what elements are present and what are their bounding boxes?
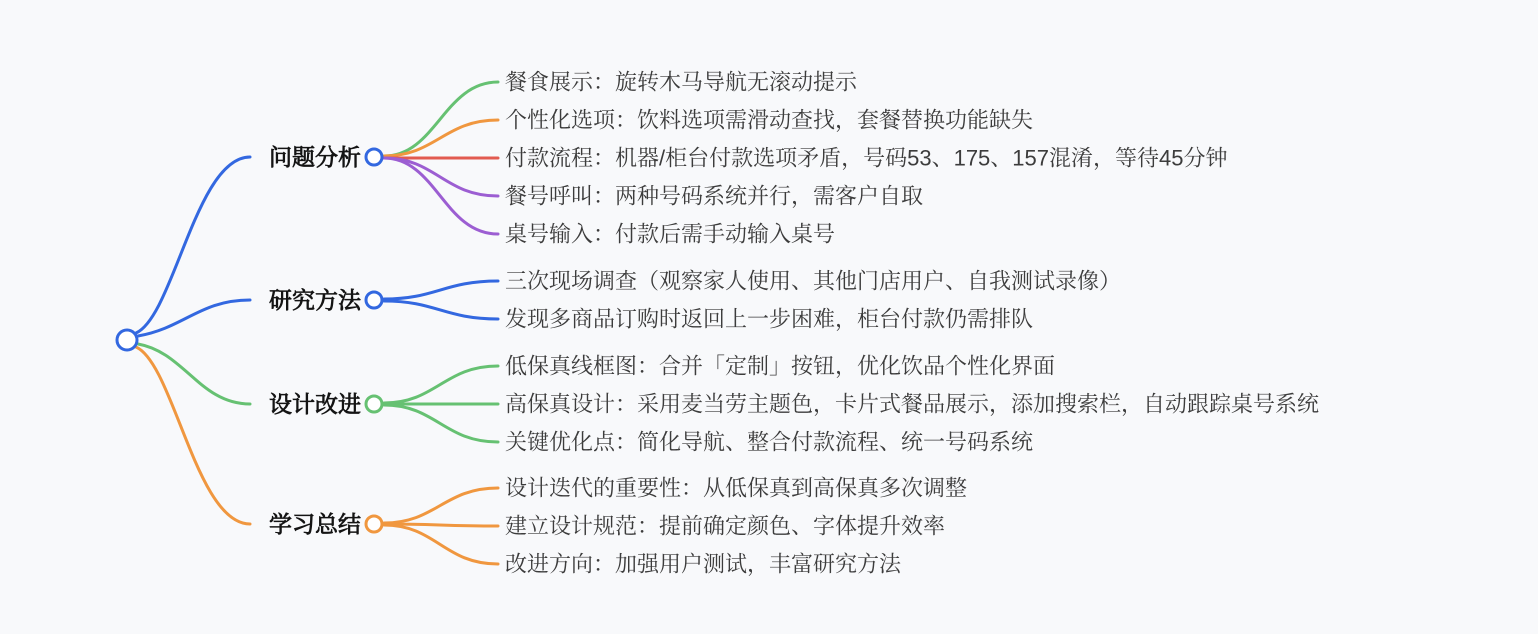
- branch-label-design-improvements[interactable]: 设计改进: [269, 391, 361, 418]
- connector-root-design-improvements: [138, 344, 250, 404]
- leaf-node-field-research[interactable]: 三次现场调查（观察家人使用、其他门店用户、自我测试录像）: [505, 268, 1122, 294]
- connector-root-problem-analysis: [136, 157, 250, 333]
- connector-problem-analysis-leaf-3: [384, 158, 498, 196]
- branch-node-circle-research-methods[interactable]: [366, 292, 382, 308]
- leaf-node-payment-flow[interactable]: 付款流程：机器/柜台付款选项矛盾，号码53、175、157混淆，等待45分钟: [505, 145, 1228, 171]
- connector-research-methods-leaf-0: [384, 281, 498, 299]
- connector-design-improvements-leaf-0: [384, 366, 498, 403]
- leaf-node-hifi-design[interactable]: 高保真设计：采用麦当劳主题色，卡片式餐品展示，添加搜索栏，自动跟踪桌号系统: [505, 391, 1320, 417]
- leaf-node-iteration-importance[interactable]: 设计迭代的重要性：从低保真到高保真多次调整: [505, 475, 968, 501]
- connector-research-methods-leaf-1: [384, 301, 498, 319]
- leaf-node-improvement-direction[interactable]: 改进方向：加强用户测试，丰富研究方法: [505, 551, 902, 577]
- branch-label-learning-summary[interactable]: 学习总结: [269, 511, 361, 538]
- connector-learning-summary-leaf-2: [384, 525, 498, 564]
- connector-root-learning-summary: [136, 347, 250, 524]
- leaf-node-findings[interactable]: 发现多商品订购时返回上一步困难，柜台付款仍需排队: [505, 306, 1034, 332]
- connector-problem-analysis-leaf-0: [384, 82, 498, 156]
- leaf-node-table-number-input[interactable]: 桌号输入：付款后需手动输入桌号: [505, 221, 836, 247]
- branch-node-circle-design-improvements[interactable]: [366, 396, 382, 412]
- leaf-node-design-spec[interactable]: 建立设计规范：提前确定颜色、字体提升效率: [505, 513, 946, 539]
- leaf-node-key-optimizations[interactable]: 关键优化点：简化导航、整合付款流程、统一号码系统: [505, 429, 1034, 455]
- connector-problem-analysis-leaf-1: [384, 120, 498, 156]
- connector-learning-summary-leaf-0: [384, 488, 498, 523]
- connector-root-research-methods: [138, 300, 250, 336]
- leaf-node-lofi-wireframe[interactable]: 低保真线框图：合并「定制」按钮，优化饮品个性化界面: [505, 353, 1056, 379]
- branch-node-circle-learning-summary[interactable]: [366, 516, 382, 532]
- branch-label-problem-analysis[interactable]: 问题分析: [269, 144, 361, 171]
- branch-node-circle-problem-analysis[interactable]: [366, 149, 382, 165]
- branch-label-research-methods[interactable]: 研究方法: [269, 287, 361, 314]
- root-node-circle[interactable]: [117, 330, 137, 350]
- leaf-node-meal-display[interactable]: 餐食展示：旋转木马导航无滚动提示: [505, 69, 858, 95]
- leaf-node-personalization-options[interactable]: 个性化选项：饮料选项需滑动查找，套餐替换功能缺失: [505, 107, 1034, 133]
- leaf-node-meal-number-call[interactable]: 餐号呼叫：两种号码系统并行，需客户自取: [505, 183, 924, 209]
- connector-design-improvements-leaf-2: [384, 405, 498, 442]
